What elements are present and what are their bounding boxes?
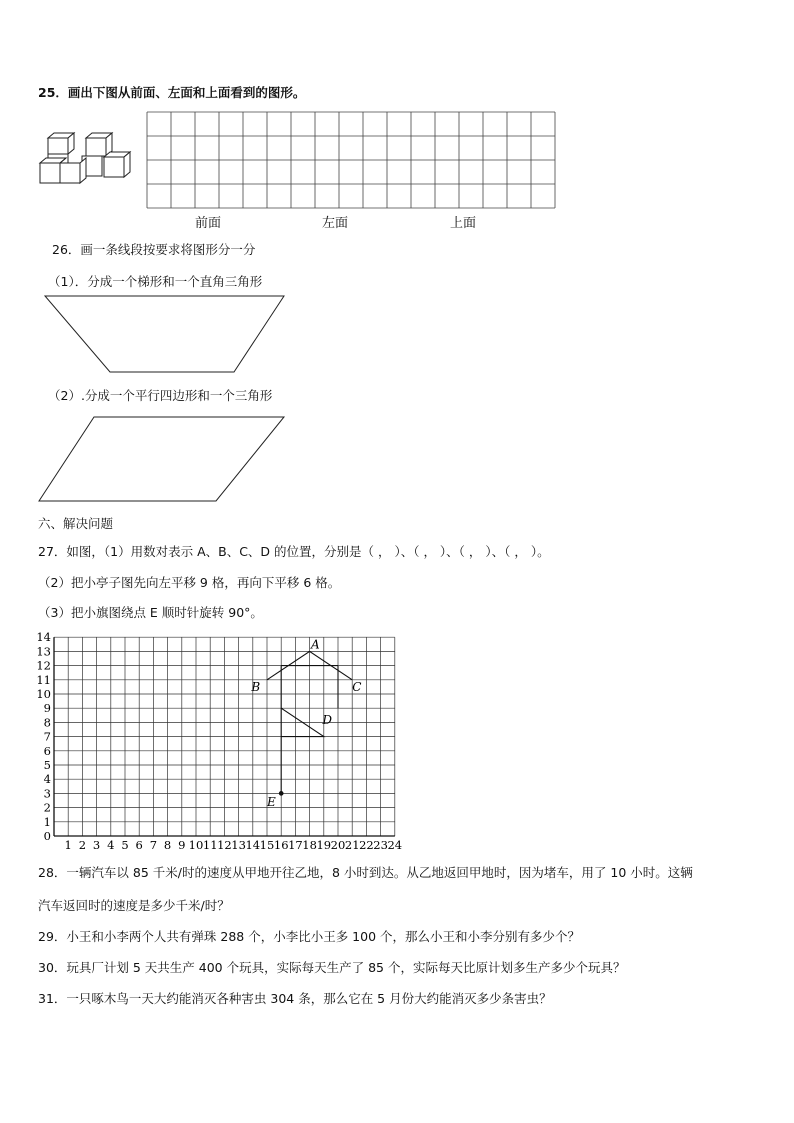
cube-figure bbox=[38, 130, 133, 186]
q28-line1: 28．一辆汽车以 85 千米/时的速度从甲地开往乙地，8 小时到达。从乙地返回甲地时，因为堵车，用了 10 小时。这辆 bbox=[38, 865, 693, 880]
y-tick-label: 12 bbox=[36, 658, 51, 673]
point-label-c: C bbox=[352, 680, 362, 695]
y-tick-label: 3 bbox=[43, 786, 51, 801]
x-tick-label: 8 bbox=[163, 838, 172, 852]
y-tick-label: 9 bbox=[43, 701, 51, 716]
trapezoid-shape[interactable] bbox=[38, 294, 288, 376]
x-tick-label: 19 bbox=[316, 838, 332, 852]
x-tick-label: 17 bbox=[288, 838, 303, 852]
q26-text: 26．画一条线段按要求将图形分一分 bbox=[52, 242, 256, 257]
label-left: 左面 bbox=[322, 216, 349, 231]
x-tick-label: 24 bbox=[387, 838, 403, 852]
x-tick-label: 18 bbox=[302, 838, 317, 852]
q27-line1: 27．如图，（1）用数对表示 A、B、C、D 的位置，分别是（ ， ）、（ ， ）、（ ， ）、（ ， ）。 bbox=[38, 544, 550, 559]
q28-line2: 汽车返回时的速度是多少千米/时？ bbox=[38, 898, 230, 913]
y-tick-label: 5 bbox=[43, 758, 51, 772]
x-tick-label: 6 bbox=[135, 838, 143, 852]
q29-text: 29．小王和小李两个人共有弹珠 288 个，小李比小王多 100 个，那么小王和小李分别有多少个？ bbox=[38, 929, 581, 944]
coordinate-grid[interactable] bbox=[36, 630, 408, 852]
parallelogram-shape[interactable] bbox=[36, 414, 286, 504]
x-tick-label: 12 bbox=[217, 838, 232, 852]
x-tick-label: 14 bbox=[245, 838, 261, 852]
y-tick-label: 14 bbox=[36, 630, 51, 645]
x-tick-label: 10 bbox=[188, 838, 204, 852]
section-title: 六、解决问题 bbox=[38, 516, 114, 531]
y-tick-label: 13 bbox=[36, 644, 51, 659]
x-tick-label: 15 bbox=[259, 838, 275, 852]
q25-text: 25．画出下图从前面、左面和上面看到的图形。 bbox=[38, 85, 306, 100]
y-tick-label: 0 bbox=[43, 829, 51, 843]
y-tick-label: 10 bbox=[36, 687, 51, 701]
x-tick-label: 1 bbox=[64, 838, 72, 852]
x-tick-label: 3 bbox=[92, 838, 101, 852]
point-label-b: B bbox=[251, 680, 261, 695]
x-tick-label: 21 bbox=[344, 838, 360, 852]
x-tick-label: 16 bbox=[273, 838, 289, 852]
label-front: 前面 bbox=[195, 216, 222, 231]
point-label-d: D bbox=[322, 712, 333, 727]
y-tick-label: 8 bbox=[43, 715, 51, 730]
y-tick-label: 4 bbox=[43, 772, 51, 787]
y-tick-label: 6 bbox=[43, 743, 51, 758]
point-label-a: A bbox=[311, 637, 320, 652]
x-tick-label: 20 bbox=[330, 838, 346, 852]
x-tick-label: 23 bbox=[373, 838, 388, 852]
x-tick-label: 13 bbox=[231, 838, 246, 852]
q25-grid[interactable] bbox=[146, 111, 556, 209]
q27-line2: （2）把小亭子图先向左平移 9 格，再向下平移 6 格。 bbox=[38, 575, 341, 590]
point-e-dot bbox=[279, 792, 283, 796]
x-tick-label: 9 bbox=[178, 838, 186, 852]
q30-text: 30．玩具厂计划 5 天共生产 400 个玩具，实际每天生产了 85 个，实际每天比原计划多生产多少个玩具？ bbox=[38, 960, 626, 975]
q27-line3: （3）把小旗图绕点 E 顺时针旋转 90°。 bbox=[38, 605, 263, 620]
q31-text: 31．一只啄木鸟一天大约能消灭各种害虫 304 条，那么它在 5 月份大约能消灭多少条害虫？ bbox=[38, 991, 552, 1006]
q26-part1: （1）．分成一个梯形和一个直角三角形 bbox=[48, 274, 263, 289]
point-label-e: E bbox=[267, 795, 276, 810]
y-tick-label: 7 bbox=[43, 729, 51, 744]
y-tick-label: 2 bbox=[43, 800, 51, 815]
label-top: 上面 bbox=[450, 216, 477, 231]
x-tick-label: 4 bbox=[107, 838, 115, 852]
x-tick-label: 22 bbox=[359, 838, 374, 852]
y-tick-label: 1 bbox=[43, 814, 51, 829]
x-tick-label: 7 bbox=[149, 838, 158, 852]
y-tick-label: 11 bbox=[36, 672, 51, 687]
q26-part2: （2）.分成一个平行四边形和一个三角形 bbox=[48, 388, 273, 403]
x-tick-label: 11 bbox=[202, 838, 218, 852]
x-tick-label: 5 bbox=[121, 838, 129, 852]
x-tick-label: 2 bbox=[78, 838, 87, 852]
